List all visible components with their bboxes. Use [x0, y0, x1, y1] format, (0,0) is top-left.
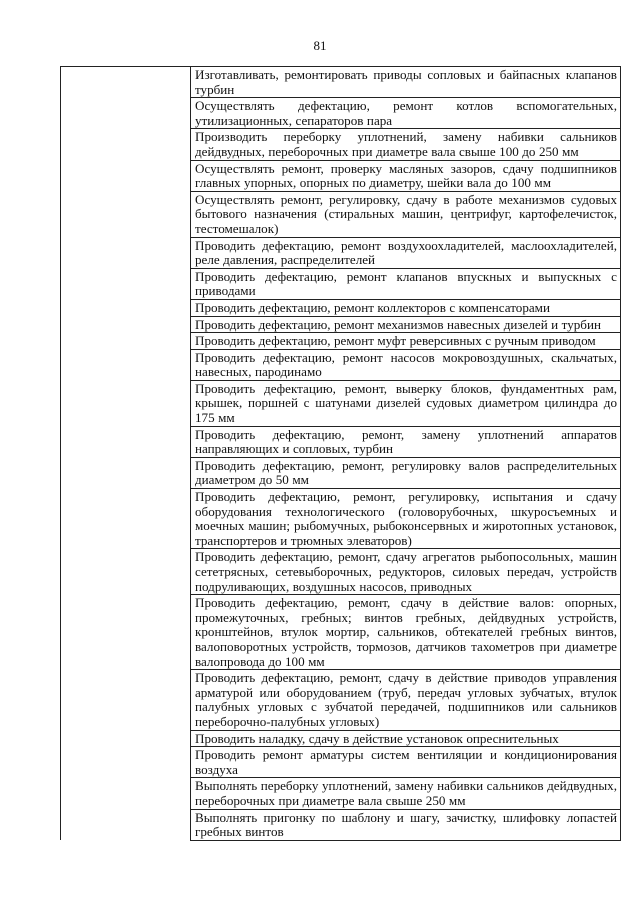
table-cell: Проводить дефектацию, ремонт, сдачу агрегатов рыбопосольных, машин сететрясных, сетевыборочных, редукторов, силовых передач, устройств подруливающих, воздушных насосов, приводных — [191, 549, 621, 595]
table-cell: Проводить дефектацию, ремонт, сдачу в действие приводов управления арматурой или оборудованием (труб, передач угловых зубчатых, втулок палубных угловых с зубчатой передачей, подшипников или сальников переборочно-палубных угловых) — [191, 670, 621, 730]
table-cell: Осуществлять ремонт, проверку масляных зазоров, сдачу подшипников главных упорных, опорных по диаметру, шейки вала до 100 мм — [191, 160, 621, 191]
table-cell: Изготавливать, ремонтировать приводы сопловых и байпасных клапанов турбин — [191, 67, 621, 98]
table-cell: Осуществлять ремонт, регулировку, сдачу в работе механизмов судовых бытового назначения (стиральных машин, центрифуг, картофелечисток, тестомешалок) — [191, 191, 621, 237]
table-cell: Проводить дефектацию, ремонт муфт реверсивных с ручным приводом — [191, 333, 621, 350]
table-cell: Проводить наладку, сдачу в действие установок опреснительных — [191, 730, 621, 747]
table-cell: Проводить дефектацию, ремонт, регулировку валов распределительных диаметром до 50 мм — [191, 457, 621, 488]
table-cell: Проводить дефектацию, ремонт, выверку блоков, фундаментных рам, крышек, поршней с шатунами дизелей судовых диаметром цилиндра до 175 мм — [191, 380, 621, 426]
table-cell: Проводить дефектацию, ремонт, замену уплотнений аппаратов направляющих и сопловых, турбин — [191, 426, 621, 457]
table-cell: Проводить дефектацию, ремонт клапанов впускных и выпускных с приводами — [191, 268, 621, 299]
table-cell: Производить переборку уплотнений, замену набивки сальников дейдвудных, переборочных при диаметре вала свыше 100 до 250 мм — [191, 129, 621, 160]
table-cell: Проводить дефектацию, ремонт насосов мокровоздушных, скальчатых, навесных, пародинамо — [191, 349, 621, 380]
table-cell: Проводить дефектацию, ремонт воздухоохладителей, маслоохладителей, реле давления, распределителей — [191, 237, 621, 268]
table-cell: Проводить дефектацию, ремонт, сдачу в действие валов: опорных, промежуточных, гребных; винтов гребных, дейдвудных устройств, кронштейнов, втулок мортир, сальников, обтекателей гребных винтов, валоповоротных устройств, тормозов, датчиков тахометров при диаметре валопровода до 100 мм — [191, 595, 621, 670]
table-cell: Проводить дефектацию, ремонт коллекторов с компенсаторами — [191, 299, 621, 316]
table-cell: Проводить дефектацию, ремонт, регулировку, испытания и сдачу оборудования технологического (головорубочных, шкуросъемных и моечных машин; рыбомучных, рыбоконсервных и жиротопных установок, транспортеров и трюмных элеваторов) — [191, 489, 621, 549]
table-row — [61, 67, 621, 98]
work-functions-table — [60, 66, 621, 841]
table-cell: Выполнять переборку уплотнений, замену набивки сальников дейдвудных, переборочных при диаметре вала свыше 250 мм — [191, 778, 621, 809]
table-cell: Выполнять пригонку по шаблону и шагу, зачистку, шлифовку лопастей гребных винтов — [191, 809, 621, 840]
table-cell: Осуществлять дефектацию, ремонт котлов вспомогательных, утилизационных, сепараторов пара — [191, 98, 621, 129]
page-number: 81 — [313, 38, 327, 53]
left-column-cell — [61, 67, 191, 841]
table-cell: Проводить дефектацию, ремонт механизмов навесных дизелей и турбин — [191, 316, 621, 333]
table-cell: Проводить ремонт арматуры систем вентиляции и кондиционирования воздуха — [191, 747, 621, 778]
